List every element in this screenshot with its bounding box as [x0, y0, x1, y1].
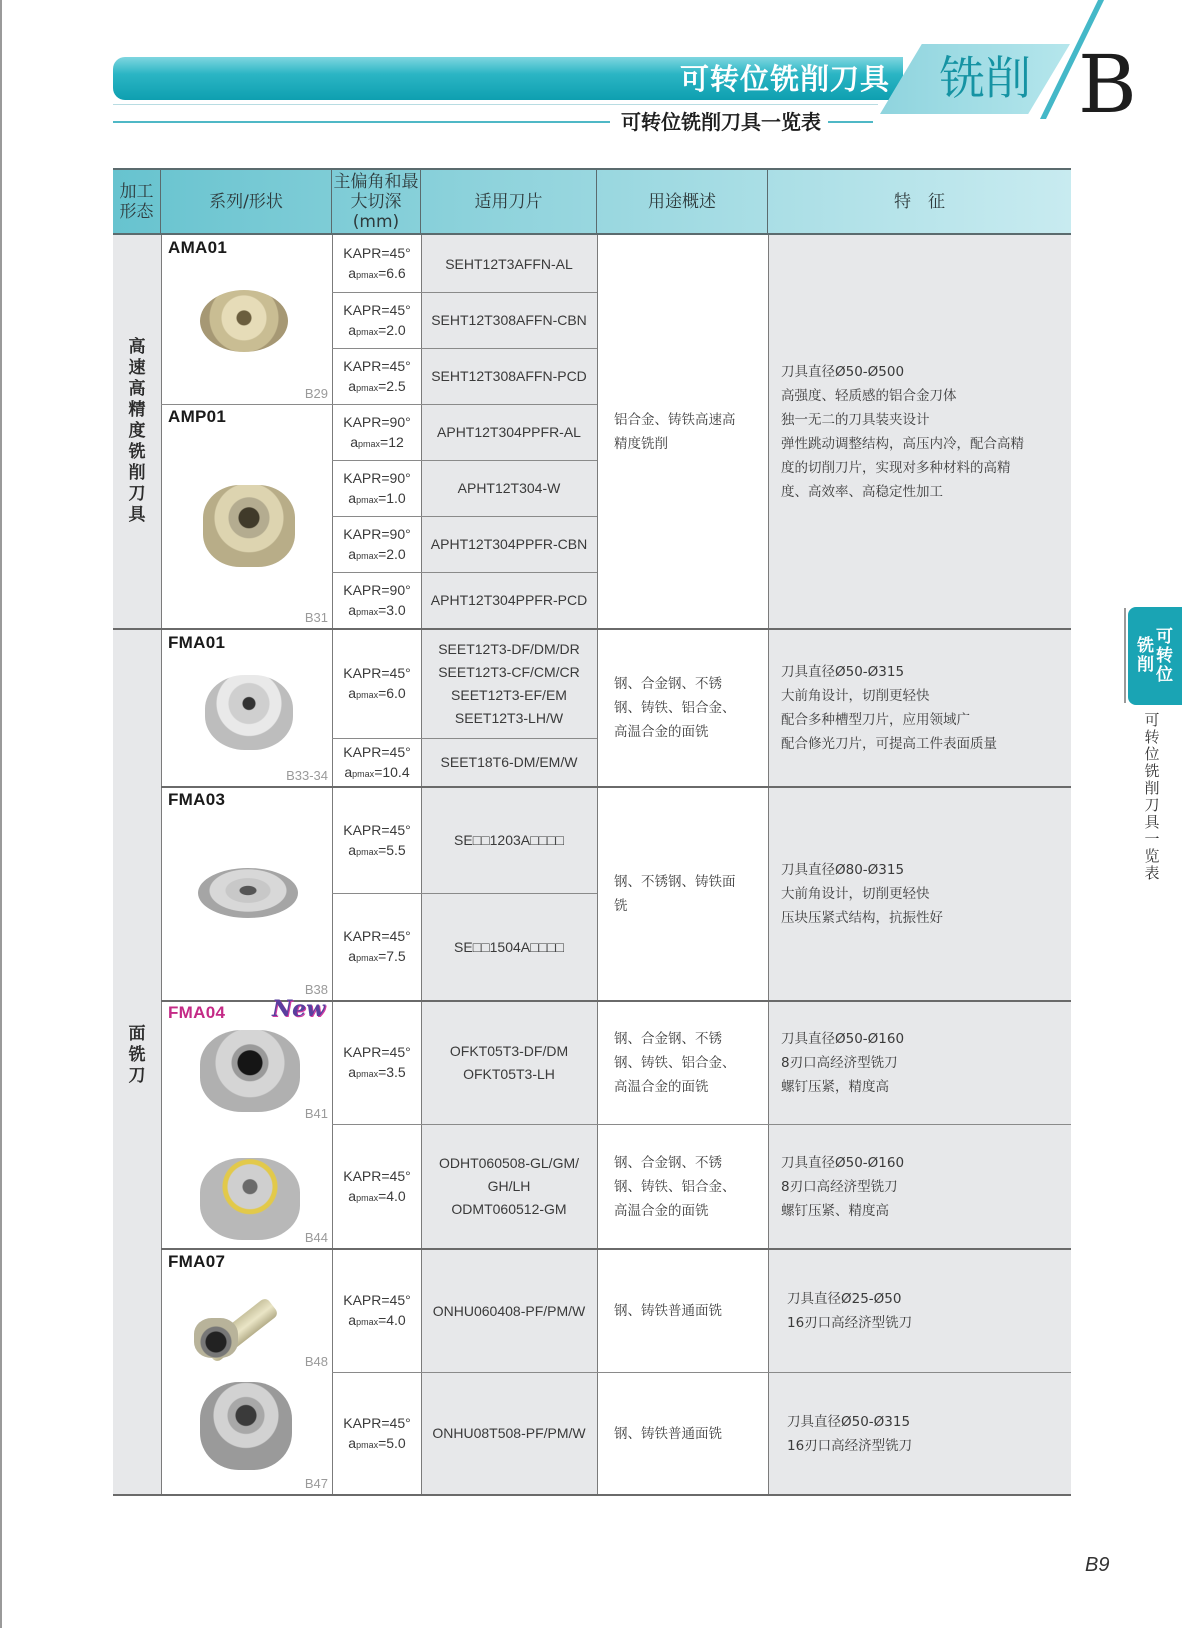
page-ref: B38: [304, 982, 328, 997]
form-label-char: 刀: [128, 484, 146, 504]
kapr-value: KAPR=45°: [343, 928, 411, 944]
side-tab-char: 铣: [1137, 636, 1154, 656]
page-edge-line: [0, 0, 2, 1628]
insert-cell: [422, 894, 596, 1000]
usage-line: 铝合金、铸铁高速高: [614, 412, 736, 428]
side-tab-col: [1137, 637, 1154, 675]
page-ref: B47: [304, 1476, 328, 1491]
insert-cell: [422, 630, 596, 738]
header-category: 铣削: [939, 51, 1031, 105]
ap-symbol: a: [348, 601, 357, 618]
feature-line: 刀具直径Ø50-Ø500: [781, 364, 905, 380]
ap-max-value: [348, 946, 405, 968]
col-header-text: 系列/形状: [209, 191, 283, 212]
ap-symbol: a: [348, 1064, 357, 1080]
ap-subscript: pmax: [356, 1439, 379, 1450]
ap-number: =2.0: [378, 321, 406, 338]
col-header-text: 形态: [119, 201, 154, 222]
ap-symbol: a: [348, 377, 357, 394]
ap-symbol: a: [348, 685, 357, 701]
ap-number: =4.0: [378, 1187, 406, 1204]
angle-cell: [333, 894, 421, 1000]
ap-subscript: pmax: [356, 382, 379, 393]
usage-cell: [598, 1002, 766, 1124]
ap-number: =6.0: [378, 685, 406, 701]
header-rule: [113, 104, 878, 105]
form-label-face-mill: [112, 1000, 162, 1110]
side-tab-col: [1156, 628, 1173, 685]
angle-cell: [333, 1125, 421, 1248]
col-header-feature: [768, 170, 1071, 233]
ap-max-value: [348, 544, 405, 566]
kapr-value: KAPR=45°: [343, 1292, 411, 1308]
ap-max-value: [344, 762, 409, 784]
insert-code: APHT12T304PPFR-AL: [437, 424, 581, 440]
ap-number: =2.0: [378, 545, 406, 562]
ap-max-value: [348, 488, 405, 510]
ap-max-value: [348, 376, 405, 398]
usage-line: 精度铣削: [614, 436, 668, 452]
insert-code: SE□□1203A□□□□: [454, 832, 564, 848]
form-label-char: 削: [128, 463, 146, 483]
side-tab-char: 可: [1156, 626, 1173, 647]
form-label-char: 高: [128, 379, 146, 399]
ap-subscript: pmax: [356, 326, 379, 337]
angle-cell: [333, 405, 421, 460]
usage-line: 钢、合金钢、不锈: [614, 1154, 722, 1171]
page-ref: B48: [304, 1354, 328, 1369]
series-name-fma03: FMA03: [168, 790, 226, 809]
feature-line: 弹性跳动调整结构，高压内冷，配合高精: [781, 436, 1024, 452]
ap-symbol: a: [348, 489, 357, 506]
page-ref: B33-34: [286, 768, 328, 783]
feature-line: 螺钉压紧、精度高: [781, 1202, 889, 1219]
ap-subscript: pmax: [356, 606, 379, 617]
fma07-endmill-head-image: [194, 1318, 238, 1358]
usage-line: 钢、合金钢、不锈: [614, 1031, 722, 1047]
ap-subscript: pmax: [356, 690, 379, 700]
insert-code: SEHT12T3AFFN-AL: [445, 255, 573, 272]
kapr-value: KAPR=90°: [343, 525, 411, 542]
amp01-cutter-image: [203, 485, 295, 567]
insert-code: APHT12T304-W: [457, 480, 561, 496]
ap-symbol: a: [348, 321, 357, 338]
insert-cell: [422, 349, 596, 404]
odht-cutter-image: [200, 1158, 300, 1240]
ap-subscript: pmax: [356, 1317, 379, 1327]
ap-max-value: [348, 840, 405, 862]
onhu-cutter-image: [200, 1382, 292, 1470]
insert-cell: [422, 293, 596, 348]
insert-code: SEHT12T308AFFN-CBN: [431, 312, 587, 328]
vertical-char: 位: [1144, 745, 1160, 763]
form-label-char: 高: [128, 337, 146, 357]
feature-line: 16刃口高经济型铣刀: [787, 1315, 913, 1331]
usage-line: 钢、铸铁、铝合金、: [614, 700, 736, 716]
insert-cell: [422, 1250, 596, 1372]
ap-max-value: [348, 1062, 405, 1084]
feature-cell: [769, 1125, 1051, 1248]
usage-line: 钢、铸铁、铝合金、: [614, 1055, 736, 1071]
page-ref: B41: [304, 1106, 328, 1121]
angle-cell: [333, 517, 421, 572]
insert-cell: [422, 1002, 596, 1124]
insert-cell: [422, 461, 596, 516]
side-tab-char: 削: [1137, 655, 1154, 675]
side-tab-char: 位: [1156, 664, 1173, 685]
ap-number: =3.0: [378, 601, 406, 618]
subtitle-rule-right: [828, 121, 873, 123]
ap-symbol: a: [348, 545, 357, 562]
usage-line: 钢、铸铁普通面铣: [614, 1425, 722, 1442]
form-label-char: 度: [128, 421, 146, 441]
form-label-char: 速: [128, 358, 146, 378]
angle-cell: [333, 1250, 421, 1372]
ap-subscript: pmax: [356, 270, 379, 280]
form-label-char: 面: [128, 1023, 146, 1044]
insert-code: APHT12T304PPFR-PCD: [430, 592, 588, 608]
form-label-char: 具: [128, 505, 146, 525]
page-subtitle: 可转位铣削刀具一览表: [621, 110, 821, 134]
form-label-high-speed: [112, 235, 162, 628]
angle-cell: [333, 1002, 421, 1124]
kapr-value: KAPR=45°: [343, 245, 411, 261]
new-badge: New: [272, 996, 326, 1022]
subtitle-rule-left: [113, 121, 610, 123]
vertical-char: 可: [1144, 711, 1160, 729]
feature-line: 度、高效率、高稳定性加工: [781, 484, 943, 500]
series-name-ama01: AMA01: [168, 238, 228, 257]
usage-line: 钢、不锈钢、铸铁面: [614, 874, 736, 890]
ap-symbol: a: [350, 433, 359, 450]
ap-max-value: [348, 320, 405, 342]
angle-cell: [333, 573, 421, 628]
insert-code: SEHT12T308AFFN-PCD: [431, 368, 587, 384]
vertical-char: 表: [1144, 864, 1160, 882]
ap-subscript: pmax: [356, 1069, 379, 1079]
page-number: B9: [1085, 1554, 1110, 1576]
ap-number: =2.5: [378, 377, 406, 394]
col-header-text: 加工: [119, 181, 154, 202]
angle-cell: [333, 630, 421, 738]
col-header-series: [161, 170, 332, 233]
feature-line: 压块压紧式结构，抗振性好: [781, 910, 943, 926]
ap-max-value: [348, 600, 405, 622]
vertical-char: 转: [1144, 728, 1160, 746]
feature-line: 度的切削刀片，实现对多种材料的高精: [781, 460, 1011, 476]
feature-line: 刀具直径Ø25-Ø50: [787, 1291, 902, 1307]
kapr-value: KAPR=45°: [343, 1167, 411, 1184]
ap-max-value: [348, 1186, 405, 1208]
ap-subscript: pmax: [356, 1192, 379, 1203]
feature-line: 配合多种槽型刀片，应用领域广: [781, 712, 970, 728]
usage-line: 钢、铸铁、铝合金、: [614, 1178, 736, 1195]
ap-max-value: [348, 1433, 405, 1455]
usage-cell: [598, 1125, 766, 1248]
angle-cell: [333, 739, 421, 786]
ap-number: =5.5: [378, 841, 406, 858]
ap-max-value: [348, 1310, 405, 1332]
side-vertical-title: [1142, 712, 1162, 882]
col-header-text: (mm): [352, 211, 400, 232]
feature-line: 配合修光刀片，可提高工件表面质量: [781, 736, 997, 752]
col-header-text: 主偏角和最: [333, 171, 419, 192]
usage-cell: [598, 1373, 766, 1494]
feature-line: 大前角设计，切削更轻快: [781, 886, 930, 902]
insert-code: SE□□1504A□□□□: [454, 938, 564, 955]
feature-line: 刀具直径Ø50-Ø315: [781, 664, 905, 680]
usage-line: 高温合金的面铣: [614, 724, 709, 740]
insert-code: ODMT060512-GM: [451, 1201, 567, 1217]
feature-cell: [775, 1250, 1057, 1372]
page-ref: B29: [304, 386, 328, 401]
insert-cell: [422, 788, 596, 893]
page-ref: B31: [304, 610, 328, 625]
kapr-value: KAPR=90°: [343, 469, 411, 486]
side-tab-char: 转: [1156, 645, 1173, 666]
insert-code: ONHU08T508-PF/PM/W: [432, 1425, 586, 1441]
insert-cell: [422, 236, 596, 292]
section-letter: B: [1078, 38, 1137, 131]
col-header-insert: [421, 170, 597, 233]
angle-cell: [333, 236, 421, 292]
fma04-cutter-image: [200, 1030, 300, 1112]
insert-code: ONHU060408-PF/PM/W: [432, 1302, 586, 1319]
ap-subscript: pmax: [356, 494, 379, 505]
feature-cell: [769, 630, 1051, 786]
feature-cell: [775, 1373, 1057, 1494]
col-header-text: 大切深: [350, 191, 402, 212]
header-title: 可转位铣削刀具: [679, 62, 890, 96]
ap-symbol: a: [348, 265, 357, 281]
kapr-value: KAPR=90°: [343, 413, 411, 430]
angle-cell: [333, 788, 421, 893]
side-tab-indexable[interactable]: [1128, 607, 1182, 705]
angle-cell: [333, 349, 421, 404]
ap-max-value: [348, 683, 405, 705]
insert-cell: [422, 1373, 596, 1494]
col-header-usage: [597, 170, 768, 233]
kapr-value: KAPR=45°: [343, 1414, 411, 1431]
ap-symbol: a: [348, 1187, 357, 1204]
insert-code: OFKT05T3-LH: [463, 1066, 555, 1082]
feature-line: 螺钉压紧，精度高: [781, 1079, 889, 1095]
vertical-char: 具: [1144, 813, 1160, 831]
insert-code: SEET12T3-EF/EM: [451, 687, 567, 703]
ap-subscript: pmax: [356, 953, 379, 963]
angle-cell: [333, 1373, 421, 1494]
kapr-value: KAPR=45°: [343, 743, 411, 760]
ap-symbol: a: [348, 1312, 357, 1328]
ap-number: =6.6: [378, 265, 406, 281]
fma03-cutter-image: [198, 868, 298, 918]
ap-number: =5.0: [378, 1434, 406, 1451]
feature-cell: [769, 236, 1051, 628]
ap-symbol: a: [344, 763, 353, 780]
insert-cell: [422, 739, 596, 786]
ap-symbol: a: [348, 841, 357, 858]
fma01-cutter-image: [205, 675, 293, 750]
insert-cell: [422, 1125, 596, 1248]
feature-cell: [769, 788, 1051, 1000]
vertical-char: 刀: [1144, 796, 1160, 814]
angle-cell: [333, 293, 421, 348]
feature-line: 大前角设计，切削更轻快: [781, 688, 930, 704]
ama01-cutter-image: [200, 290, 288, 352]
insert-cell: [422, 517, 596, 572]
form-label-char: 铣: [128, 442, 146, 462]
kapr-value: KAPR=90°: [343, 581, 411, 598]
feature-line: 刀具直径Ø50-Ø160: [781, 1154, 905, 1171]
insert-cell: [422, 573, 596, 628]
usage-cell: [598, 1250, 766, 1372]
ap-subscript: pmax: [352, 768, 375, 779]
series-name-amp01: AMP01: [168, 407, 227, 426]
col-header-angle: [332, 170, 421, 233]
col-header-form: [113, 170, 161, 233]
insert-code: ODHT060508-GL/GM/: [438, 1155, 580, 1171]
ap-number: =10.4: [374, 763, 410, 780]
form-label-char: 精: [128, 400, 146, 420]
table-header: [113, 168, 1071, 235]
ap-number: =12: [380, 433, 404, 450]
vertical-char: 削: [1144, 779, 1160, 797]
feature-line: 16刃口高经济型铣刀: [787, 1437, 913, 1454]
insert-code: SEET12T3-LH/W: [454, 710, 564, 726]
ap-max-value: [348, 263, 405, 285]
kapr-value: KAPR=45°: [343, 821, 411, 838]
ap-number: =3.5: [378, 1064, 406, 1080]
insert-code: SEET12T3-DF/DM/DR: [438, 641, 580, 657]
feature-line: 刀具直径Ø50-Ø315: [787, 1413, 911, 1430]
kapr-value: KAPR=45°: [343, 301, 411, 318]
feature-line: 高强度、轻质感的铝合金刀体: [781, 388, 957, 404]
ap-symbol: a: [348, 948, 357, 964]
series-name-fma01: FMA01: [168, 633, 226, 652]
vertical-char: 铣: [1144, 762, 1160, 780]
usage-cell: [598, 788, 766, 1000]
insert-code: GH/LH: [487, 1178, 531, 1194]
feature-line: 8刃口高经济型铣刀: [781, 1178, 898, 1195]
series-name-fma04: FMA04: [168, 1003, 226, 1022]
ap-subscript: pmax: [356, 846, 379, 857]
ap-subscript: pmax: [356, 550, 379, 561]
ap-symbol: a: [348, 1434, 357, 1451]
ap-subscript: pmax: [358, 438, 381, 449]
feature-line: 刀具直径Ø80-Ø315: [781, 862, 905, 878]
insert-code: APHT12T304PPFR-CBN: [430, 536, 588, 552]
usage-cell: [598, 630, 766, 786]
usage-line: 高温合金的面铣: [614, 1079, 709, 1095]
insert-code: SEET12T3-CF/CM/CR: [438, 664, 580, 680]
insert-code: SEET18T6-DM/EM/W: [440, 754, 578, 770]
usage-line: 铣: [614, 898, 628, 914]
feature-line: 独一无二的刀具装夹设计: [781, 412, 930, 428]
usage-line: 钢、合金钢、不锈: [614, 676, 722, 692]
ap-max-value: [350, 432, 404, 454]
form-label-char: 铣: [128, 1044, 146, 1065]
usage-line: 高温合金的面铣: [614, 1202, 709, 1219]
col-header-text: 用途概述: [648, 191, 716, 212]
ap-number: =1.0: [378, 489, 406, 506]
kapr-value: KAPR=45°: [343, 1044, 411, 1060]
angle-cell: [333, 461, 421, 516]
side-tab-bracket: [1124, 608, 1126, 703]
usage-line: 钢、铸铁普通面铣: [614, 1303, 722, 1319]
feature-cell: [769, 1002, 1051, 1124]
ap-number: =4.0: [378, 1312, 406, 1328]
feature-line: 8刃口高经济型铣刀: [781, 1055, 898, 1071]
vertical-char: 一: [1144, 830, 1160, 848]
vertical-char: 览: [1144, 847, 1160, 865]
kapr-value: KAPR=45°: [343, 357, 411, 374]
usage-cell: [598, 236, 766, 628]
kapr-value: KAPR=45°: [343, 665, 411, 681]
insert-code: OFKT05T3-DF/DM: [449, 1043, 569, 1059]
table-bottom-border: [113, 1494, 1071, 1496]
col-header-text: 特 征: [894, 191, 945, 212]
feature-line: 刀具直径Ø50-Ø160: [781, 1031, 905, 1047]
col-header-text: 适用刀片: [474, 191, 543, 212]
page-ref: B44: [304, 1230, 328, 1245]
insert-cell: [422, 405, 596, 460]
form-label-char: 刀: [128, 1065, 146, 1086]
ap-number: =7.5: [378, 948, 406, 964]
series-name-fma07: FMA07: [168, 1252, 226, 1271]
